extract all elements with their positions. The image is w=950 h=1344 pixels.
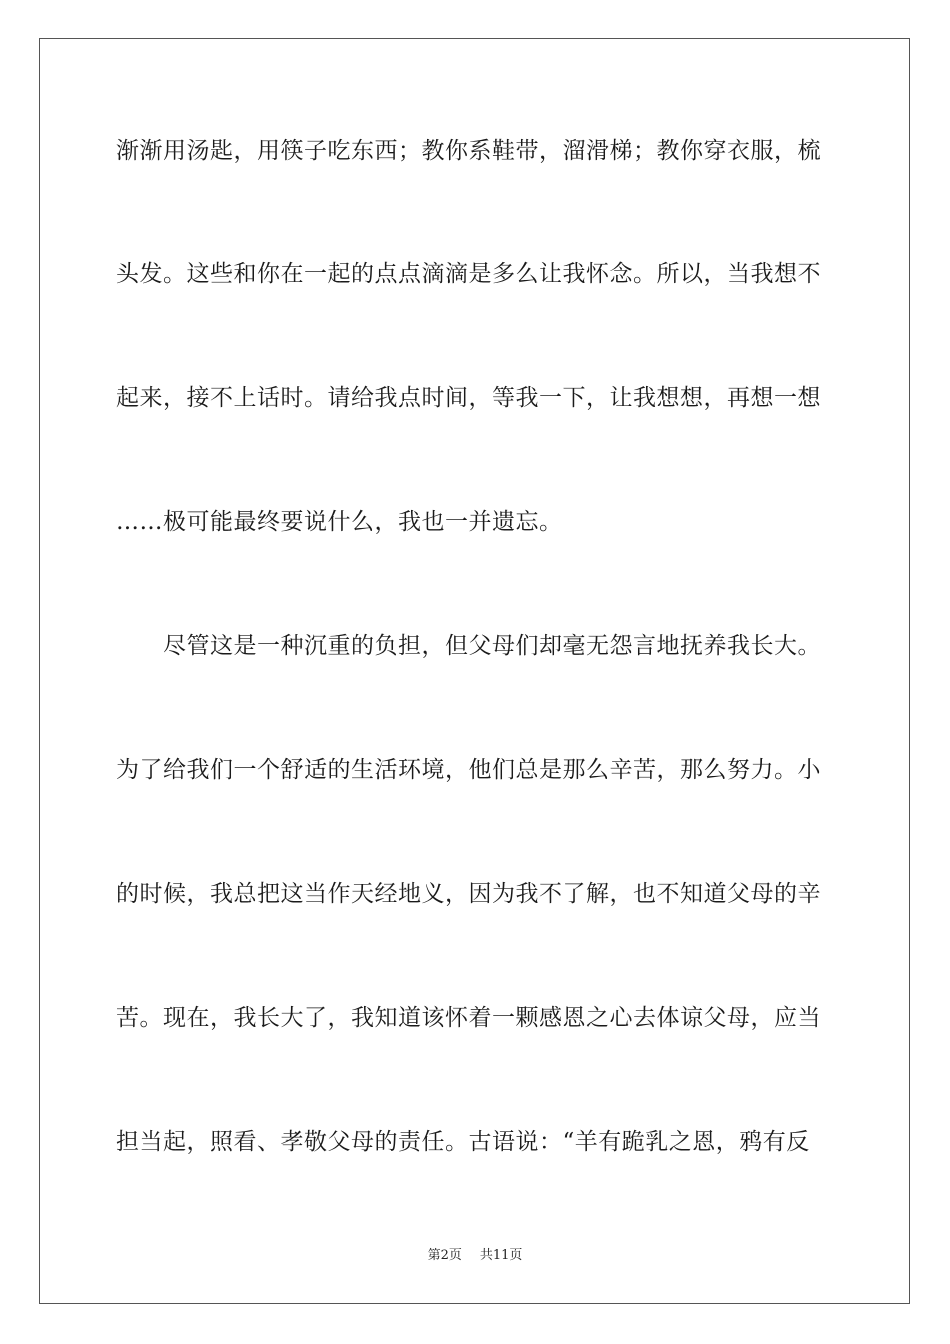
text-line: 起来，接不上话时。请给我点时间，等我一下，让我想想，再想一想 [116, 385, 821, 411]
text-line: 的时候，我总把这当作天经地义，因为我不了解，也不知道父母的辛 [116, 881, 821, 907]
text-line: 为了给我们一个舒适的生活环境，他们总是那么辛苦，那么努力。小 [116, 757, 821, 783]
text-line: 苦。现在，我长大了，我知道该怀着一颗感恩之心去体谅父母，应当 [116, 1005, 821, 1031]
paragraph-start-line: 尽管这是一种沉重的负担，但父母们却毫无怨言地抚养我长大。 [163, 633, 821, 659]
text-line: 担当起，照看、孝敬父母的责任。古语说：“羊有跪乳之恩，鸦有反 [116, 1129, 810, 1155]
page-border [39, 38, 910, 1304]
text-line: 头发。这些和你在一起的点点滴滴是多么让我怀念。所以，当我想不 [116, 261, 821, 287]
total-pages: 共11页 [479, 1248, 523, 1263]
page-footer [0, 1247, 950, 1265]
page-number: 第2页 [427, 1248, 462, 1263]
text-line: 渐渐用汤匙，用筷子吃东西；教你系鞋带，溜滑梯；教你穿衣服，梳 [116, 138, 821, 164]
text-line: ……极可能最终要说什么，我也一并遗忘。 [116, 509, 563, 535]
